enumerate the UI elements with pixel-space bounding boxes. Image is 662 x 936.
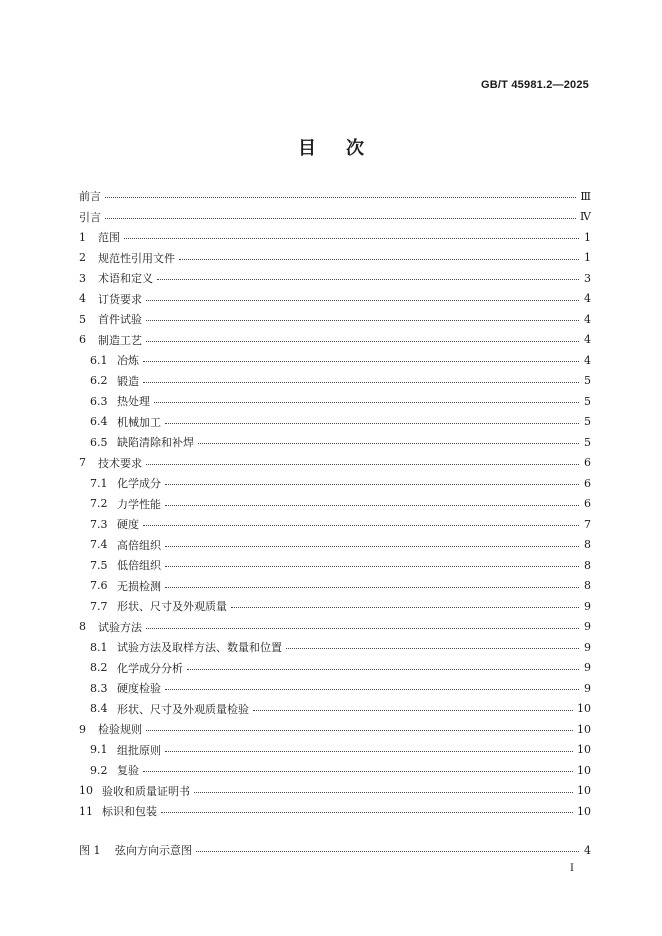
toc-entry[interactable] [79, 576, 591, 597]
toc-entry[interactable] [79, 535, 591, 556]
toc-entry-title: 缺陷清除和补焊 [117, 436, 194, 450]
toc-entry-page: 9 [584, 599, 591, 613]
dot-leader [124, 237, 579, 239]
table-of-contents [79, 186, 591, 822]
dot-leader [143, 524, 579, 526]
toc-entry-title: 制造工艺 [98, 333, 142, 347]
dot-leader [231, 606, 579, 608]
toc-entry[interactable] [79, 330, 591, 351]
toc-entry[interactable] [79, 719, 591, 740]
toc-entry[interactable] [79, 186, 591, 207]
toc-entry-page: 10 [577, 804, 591, 818]
toc-entry-title: 硬度检验 [117, 682, 161, 696]
toc-entry[interactable] [79, 473, 591, 494]
toc-entry-number: 6.3 [90, 394, 108, 408]
toc-entry[interactable] [79, 371, 591, 392]
toc-entry-number: 7.5 [90, 558, 108, 572]
toc-entry-number: 9.1 [90, 743, 108, 757]
dot-leader [165, 586, 579, 588]
toc-entry-title: 检验规则 [98, 723, 142, 737]
toc-entry-title: 规范性引用文件 [98, 251, 175, 265]
toc-entry[interactable] [79, 309, 591, 330]
dot-leader [146, 627, 579, 629]
toc-entry[interactable] [79, 555, 591, 576]
toc-entry[interactable] [79, 227, 591, 248]
toc-entry-page: 10 [577, 784, 591, 798]
toc-entry-page: 9 [584, 640, 591, 654]
toc-entry-number: 1 [79, 230, 86, 244]
toc-entry[interactable] [79, 432, 591, 453]
dot-leader [143, 381, 579, 383]
toc-entry[interactable] [79, 514, 591, 535]
toc-entry-title: 热处理 [117, 395, 150, 409]
toc-entry[interactable] [79, 617, 591, 638]
toc-entry-number: 前言 [79, 190, 101, 204]
toc-entry-title: 形状、尺寸及外观质量 [117, 600, 227, 614]
toc-entry-page: 3 [584, 271, 591, 285]
toc-entry-number: 引言 [79, 210, 101, 224]
toc-entry-title: 组批原则 [117, 743, 161, 757]
toc-entry-number: 3 [79, 271, 86, 285]
toc-entry-page: Ⅲ [580, 189, 591, 203]
toc-entry-number: 8.1 [90, 640, 108, 654]
toc-entry-page: 1 [584, 230, 591, 244]
dot-leader [165, 545, 579, 547]
toc-entry-page: Ⅳ [580, 210, 591, 224]
toc-entry-number: 5 [79, 312, 86, 326]
dot-leader [253, 709, 573, 711]
toc-entry-title: 范围 [98, 231, 120, 245]
dot-leader [187, 668, 579, 670]
toc-entry-number: 7.2 [90, 497, 108, 511]
toc-entry-number: 7.4 [90, 538, 108, 552]
toc-entry[interactable] [79, 453, 591, 474]
toc-entry-title: 试验方法及取样方法、数量和位置 [117, 641, 282, 655]
toc-entry-page: 4 [584, 843, 591, 857]
toc-entry-page: 9 [584, 681, 591, 695]
toc-entry[interactable] [79, 781, 591, 802]
dot-leader [105, 217, 576, 219]
toc-entry-page: 1 [584, 251, 591, 265]
toc-entry-title: 标识和包装 [102, 805, 157, 819]
toc-entry-page: 5 [584, 415, 591, 429]
toc-entry-title: 硬度 [117, 518, 139, 532]
toc-entry-title: 弦向方向示意图 [115, 844, 192, 858]
toc-entry-number: 7.1 [90, 476, 108, 490]
toc-entry-number: 7.7 [90, 599, 108, 613]
toc-entry-page: 4 [584, 353, 591, 367]
figure-list [79, 840, 591, 861]
dot-leader [165, 504, 579, 506]
toc-entry-page: 4 [584, 333, 591, 347]
toc-entry[interactable] [79, 412, 591, 433]
toc-entry[interactable] [79, 596, 591, 617]
toc-entry-title: 力学性能 [117, 497, 161, 511]
toc-entry-number: 8.4 [90, 702, 108, 716]
toc-entry[interactable] [79, 801, 591, 822]
dot-leader [154, 401, 579, 403]
toc-entry-title: 订货要求 [98, 292, 142, 306]
toc-entry-page: 9 [584, 661, 591, 675]
dot-leader [165, 483, 579, 485]
toc-entry-number: 7.3 [90, 517, 108, 531]
toc-entry-number: 9.2 [90, 763, 108, 777]
toc-entry-number: 6.5 [90, 435, 108, 449]
toc-entry-page: 5 [584, 394, 591, 408]
dot-leader [146, 319, 579, 321]
dot-leader [165, 688, 579, 690]
toc-entry-number: 7.6 [90, 579, 108, 593]
dot-leader [286, 647, 579, 649]
toc-entry-page: 10 [577, 702, 591, 716]
toc-entry-title: 锻造 [117, 374, 139, 388]
page-number: Ⅰ [570, 863, 574, 874]
toc-entry[interactable] [79, 699, 591, 720]
dot-leader [105, 196, 576, 198]
toc-entry-title: 试验方法 [98, 620, 142, 634]
toc-entry-page: 6 [584, 456, 591, 470]
toc-entry[interactable] [79, 350, 591, 371]
toc-entry-number: 9 [79, 722, 86, 736]
dot-leader [143, 360, 579, 362]
toc-entry-title: 机械加工 [117, 415, 161, 429]
toc-entry-number: 6 [79, 333, 86, 347]
toc-entry-number: 6.1 [90, 353, 108, 367]
toc-entry-page: 10 [577, 763, 591, 777]
toc-entry[interactable] [79, 840, 591, 861]
toc-entry-title: 技术要求 [98, 456, 142, 470]
toc-entry-page: 10 [577, 743, 591, 757]
toc-entry-number: 2 [79, 251, 86, 265]
toc-entry[interactable] [79, 289, 591, 310]
toc-entry-page: 5 [584, 435, 591, 449]
dot-leader [146, 463, 579, 465]
toc-entry-title: 低倍组织 [117, 559, 161, 573]
toc-entry-number: 7 [79, 456, 86, 470]
toc-entry-number: 8 [79, 620, 86, 634]
toc-entry-title: 高倍组织 [117, 538, 161, 552]
toc-entry-number: 11 [79, 804, 93, 818]
toc-entry-number: 6.4 [90, 415, 108, 429]
toc-entry-title: 术语和定义 [98, 272, 153, 286]
toc-entry[interactable] [79, 637, 591, 658]
toc-entry-number: 8.2 [90, 661, 108, 675]
toc-entry-title: 复验 [117, 764, 139, 778]
dot-leader [194, 791, 573, 793]
toc-entry-page: 8 [584, 558, 591, 572]
toc-entry-page: 10 [577, 722, 591, 736]
toc-entry[interactable] [79, 658, 591, 679]
toc-entry[interactable] [79, 207, 591, 228]
dot-leader [157, 278, 579, 280]
toc-entry-title: 化学成分分析 [117, 661, 183, 675]
dot-leader [196, 850, 579, 852]
dot-leader [143, 770, 573, 772]
toc-entry-title: 无损检测 [117, 579, 161, 593]
toc-entry-title: 化学成分 [117, 477, 161, 491]
toc-entry[interactable] [79, 248, 591, 269]
dot-leader [165, 565, 579, 567]
toc-entry-page: 6 [584, 497, 591, 511]
dot-leader [165, 750, 573, 752]
toc-entry-number: 6.2 [90, 374, 108, 388]
toc-entry-title: 冶炼 [117, 354, 139, 368]
toc-entry-title: 验收和质量证明书 [102, 784, 190, 798]
dot-leader [146, 299, 579, 301]
page-title: 目次 [298, 138, 394, 159]
toc-entry[interactable] [79, 740, 591, 761]
toc-entry-page: 4 [584, 312, 591, 326]
dot-leader [179, 258, 579, 260]
toc-entry-page: 8 [584, 579, 591, 593]
toc-entry-page: 6 [584, 476, 591, 490]
toc-entry-number: 图 1 [79, 844, 101, 858]
toc-entry-number: 10 [79, 784, 93, 798]
toc-entry-title: 首件试验 [98, 313, 142, 327]
toc-entry-page: 8 [584, 538, 591, 552]
dot-leader [146, 729, 573, 731]
toc-entry-number: 8.3 [90, 681, 108, 695]
toc-entry-title: 形状、尺寸及外观质量检验 [117, 702, 249, 716]
dot-leader [161, 811, 573, 813]
toc-entry[interactable] [79, 391, 591, 412]
toc-entry[interactable] [79, 760, 591, 781]
dot-leader [165, 422, 579, 424]
toc-entry-page: 9 [584, 620, 591, 634]
toc-entry[interactable] [79, 494, 591, 515]
toc-entry[interactable] [79, 268, 591, 289]
toc-entry-page: 4 [584, 292, 591, 306]
standard-code: GB/T 45981.2—2025 [481, 79, 589, 91]
dot-leader [146, 340, 579, 342]
toc-entry-page: 7 [584, 517, 591, 531]
dot-leader [198, 442, 579, 444]
toc-entry-page: 5 [584, 374, 591, 388]
toc-entry[interactable] [79, 678, 591, 699]
toc-entry-number: 4 [79, 292, 86, 306]
